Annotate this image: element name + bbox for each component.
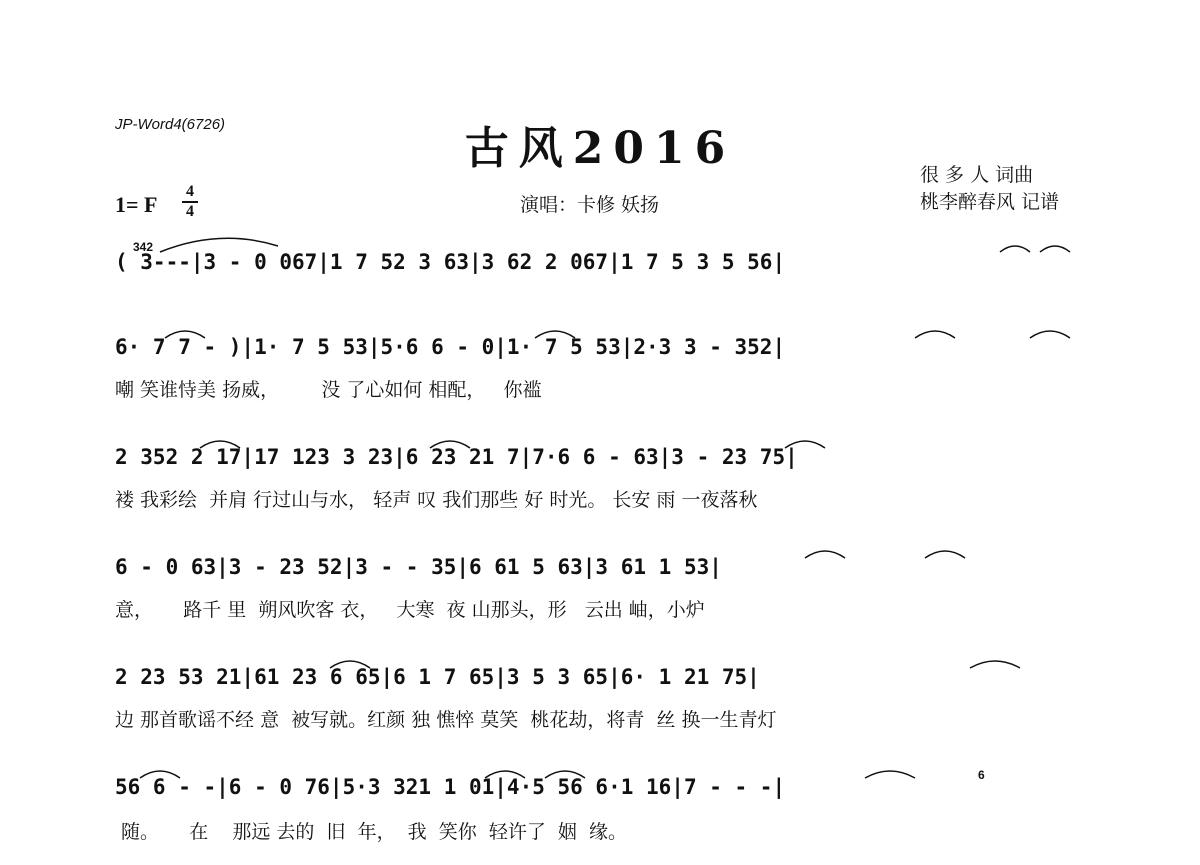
slur-17 xyxy=(545,771,585,778)
meter-bottom: 4 xyxy=(186,203,194,220)
slur-4 xyxy=(165,331,205,338)
slur-2 xyxy=(1000,246,1030,252)
slur-7 xyxy=(1030,331,1070,338)
lyrics-credit: 很 多 人 词曲 xyxy=(920,164,1034,186)
slur-9 xyxy=(430,441,470,448)
slur-11 xyxy=(805,551,845,558)
notes-line-6: 56 6 - -|6 - 0 76|5·3 321 1 01|4·5 56 6·1 16|7 - - -| xyxy=(115,775,786,799)
slur-8 xyxy=(200,441,240,448)
slur-10 xyxy=(785,441,825,448)
notes-line-5: 2 23 53 21|61 23 6 65|6 1 7 65|3 5 3 65|6· 1 21 75| xyxy=(115,665,760,689)
slur-18 xyxy=(865,771,915,778)
slur-16 xyxy=(485,771,525,778)
meter-top: 4 xyxy=(186,183,194,200)
notes-line-2: 6· 7 7 - )|1· 7 5 53|5·6 6 - 0|1· 7 5 53|2·3 3 - 352| xyxy=(115,335,786,359)
lyrics-line-2: 嘲 笑谁恃美 扬威， 没 了心如何 相配， 你褴 xyxy=(115,379,542,401)
grace-note-start: 342 xyxy=(133,240,154,254)
slur-12 xyxy=(925,551,965,558)
grace-note-end: 6 xyxy=(978,768,985,782)
key-signature: 1= F xyxy=(115,192,158,217)
slur-14 xyxy=(970,661,1020,668)
notes-line-4: 6 - 0 63|3 - 23 52|3 - - 35|6 61 5 63|3 61 1 53| xyxy=(115,555,722,579)
notes-line-3: 2 352 2 17|17 123 3 23|6 23 21 7|7·6 6 - 63|3 - 23 75| xyxy=(115,445,798,469)
slur-15 xyxy=(140,771,180,778)
lyrics-line-3: 褛 我彩绘 并肩 行过山与水， 轻声 叹 我们那些 好 时光。 长安 雨 一夜落秋 xyxy=(115,489,758,511)
score-credit: 桃李醉春风 记谱 xyxy=(920,191,1060,213)
brand-label: JP-Word4(6726) xyxy=(115,116,226,133)
lyrics-line-6: 随。 在 那远 去的 旧 年， 我 笑你 轻许了 姻 缘。 xyxy=(115,821,627,843)
notes-line-1: ( 3---|3 - 0 067|1 7 52 3 63|3 62 2 067|1 7 5 3 5 56| xyxy=(115,250,786,274)
singer-credit: 演唱：卡修 妖扬 xyxy=(520,194,660,216)
song-title: 古风2016 xyxy=(464,123,736,174)
slur-5 xyxy=(535,331,575,338)
slur-13 xyxy=(330,661,370,668)
lyrics-line-4: 意， 路千 里 朔风吹客 衣， 大寒 夜 山那头，形 云出 岫，小炉 xyxy=(115,599,705,621)
slur-6 xyxy=(915,331,955,338)
slur-3 xyxy=(1040,246,1070,252)
lyrics-line-5: 边 那首歌谣不经 意 被写就。红颜 独 憔悴 莫笑 桃花劫，将青 丝 换一生青灯 xyxy=(115,709,777,731)
slur-1 xyxy=(160,238,278,252)
